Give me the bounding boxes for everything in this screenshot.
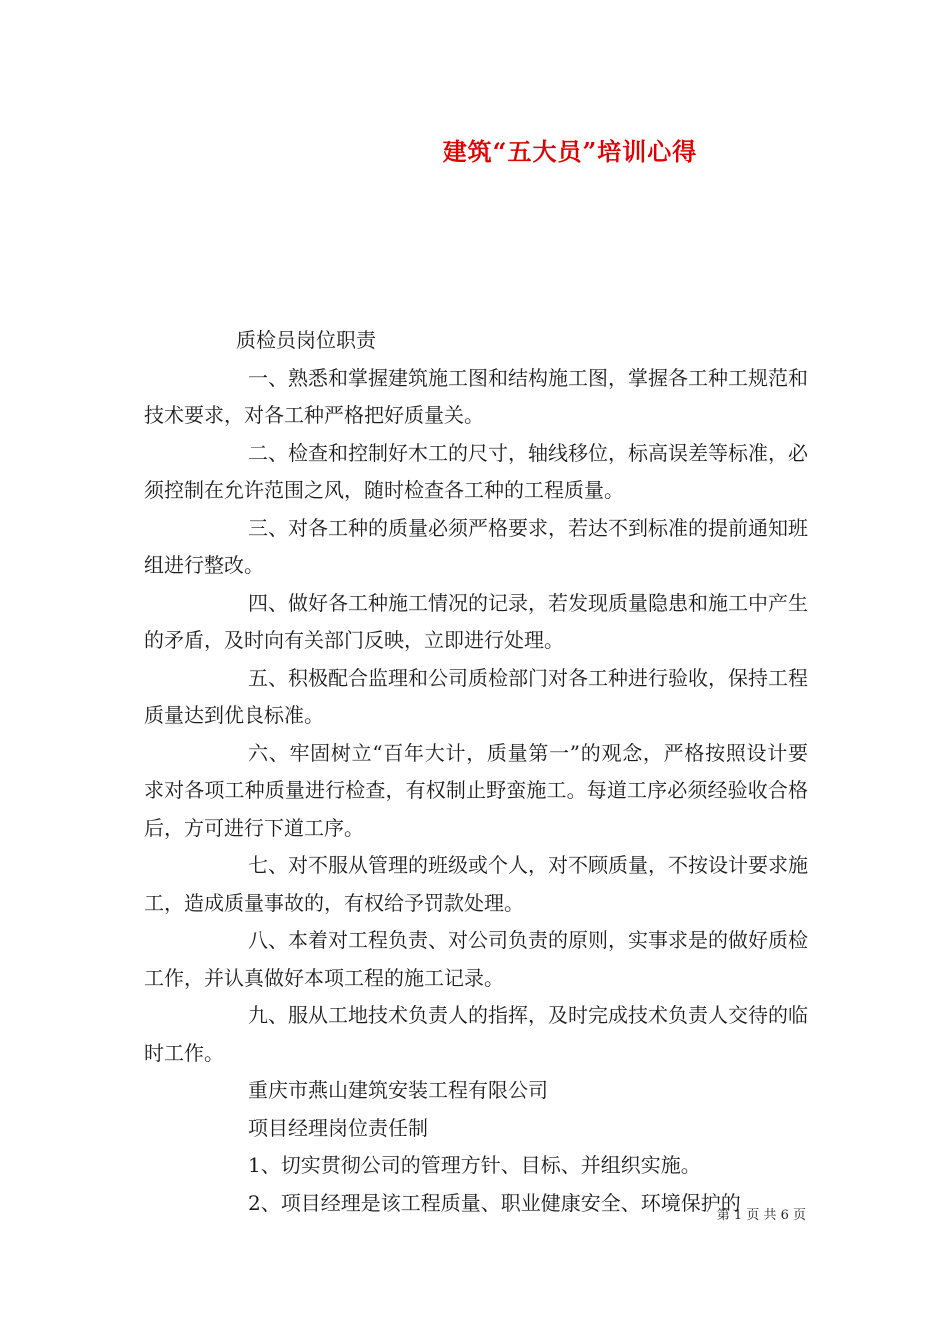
document-body bbox=[144, 322, 808, 1222]
paragraph: 八、本着对工程负责、对公司负责的原则，实事求是的做好质检工作，并认真做好本项工程的施工记录。 bbox=[144, 928, 808, 990]
page-number: 第 1 页 共 6 页 bbox=[716, 1208, 806, 1223]
paragraph: 六、牢固树立“百年大计，质量第一”的观念，严格按照设计要求对各项工种质量进行检查，有权制止野蛮施工。每道工序必须经验收合格后，方可进行下道工序。 bbox=[144, 740, 808, 840]
paragraph: 二、检查和控制好木工的尺寸，轴线移位，标高误差等标准，必须控制在允许范围之风，随时检查各工种的工程质量。 bbox=[144, 440, 808, 502]
company-name: 重庆市燕山建筑安装工程有限公司 bbox=[248, 1078, 548, 1102]
paragraph: 五、积极配合监理和公司质检部门对各工种进行验收，保持工程质量达到优良标准。 bbox=[144, 665, 808, 727]
section-heading: 质检员岗位职责 bbox=[236, 328, 376, 352]
list-item: 2、项目经理是该工程质量、职业健康安全、环境保护的 bbox=[248, 1190, 741, 1215]
document-title: 建筑“五大员”培训心得 bbox=[442, 137, 698, 166]
paragraph: 七、对不服从管理的班级或个人，对不顾质量，不按设计要求施工，造成质量事故的，有权给予罚款处理。 bbox=[144, 853, 808, 915]
paragraph: 一、熟悉和掌握建筑施工图和结构施工图，掌握各工种工规范和技术要求，对各工种严格把好质量关。 bbox=[144, 365, 808, 427]
paragraph: 九、服从工地技术负责人的指挥，及时完成技术负责人交待的临时工作。 bbox=[144, 1003, 808, 1065]
paragraph: 三、对各工种的质量必须严格要求，若达不到标准的提前通知班组进行整改。 bbox=[144, 515, 808, 577]
second-heading: 项目经理岗位责任制 bbox=[248, 1115, 428, 1140]
paragraph: 四、做好各工种施工情况的记录，若发现质量隐患和施工中产生的矛盾，及时向有关部门反映，立即进行处理。 bbox=[144, 590, 808, 652]
list-item: 1、切实贯彻公司的管理方针、目标、并组织实施。 bbox=[248, 1153, 701, 1177]
